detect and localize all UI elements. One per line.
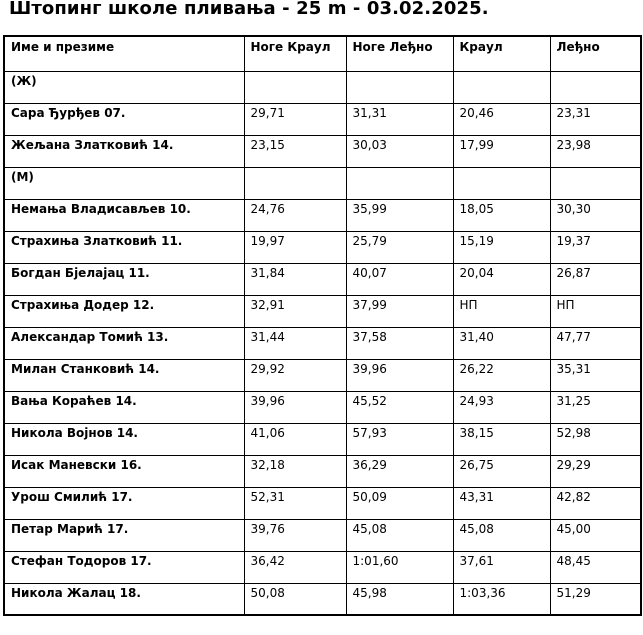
freestyle-time: 17,99 xyxy=(453,135,550,167)
kick-freestyle-time: 41,06 xyxy=(244,423,346,455)
kick-freestyle-time xyxy=(244,167,346,199)
swimmer-name: Страхиња Златковић 11. xyxy=(4,231,244,263)
freestyle-time: 26,22 xyxy=(453,359,550,391)
kick-backstroke-time: 35,99 xyxy=(346,199,453,231)
table-row xyxy=(4,327,641,359)
kick-backstroke-time: 25,79 xyxy=(346,231,453,263)
freestyle-time: НП xyxy=(453,295,550,327)
table-row xyxy=(4,455,641,487)
kick-freestyle-time: 29,92 xyxy=(244,359,346,391)
freestyle-time: 15,19 xyxy=(453,231,550,263)
table-row xyxy=(4,231,641,263)
kick-backstroke-time: 40,07 xyxy=(346,263,453,295)
kick-backstroke-time: 39,96 xyxy=(346,359,453,391)
swimmer-name: Милан Станковић 14. xyxy=(4,359,244,391)
table-row xyxy=(4,263,641,295)
freestyle-time xyxy=(453,71,550,103)
table-row xyxy=(4,135,641,167)
table-row xyxy=(4,519,641,551)
backstroke-time: 52,98 xyxy=(550,423,641,455)
backstroke-time: 26,87 xyxy=(550,263,641,295)
kick-backstroke-time xyxy=(346,167,453,199)
kick-freestyle-time: 39,96 xyxy=(244,391,346,423)
swimmer-name: Богдан Бјелајац 11. xyxy=(4,263,244,295)
backstroke-time: 23,31 xyxy=(550,103,641,135)
freestyle-time xyxy=(453,167,550,199)
table-row xyxy=(4,359,641,391)
backstroke-time xyxy=(550,167,641,199)
kick-freestyle-time: 50,08 xyxy=(244,583,346,615)
swimmer-name: Петар Марић 17. xyxy=(4,519,244,551)
kick-backstroke-time xyxy=(346,71,453,103)
header-backstroke: Леђно xyxy=(550,36,641,71)
kick-backstroke-time: 50,09 xyxy=(346,487,453,519)
backstroke-time: 47,77 xyxy=(550,327,641,359)
header-kick-backstroke: Ноге Леђно xyxy=(346,36,453,71)
kick-backstroke-time: 30,03 xyxy=(346,135,453,167)
kick-freestyle-time: 32,18 xyxy=(244,455,346,487)
kick-freestyle-time: 29,71 xyxy=(244,103,346,135)
backstroke-time: 23,98 xyxy=(550,135,641,167)
backstroke-time: 35,31 xyxy=(550,359,641,391)
table-row xyxy=(4,487,641,519)
table-row xyxy=(4,583,641,615)
swimmer-name: Немања Владисављев 10. xyxy=(4,199,244,231)
swimmer-name: Вања Кораћев 14. xyxy=(4,391,244,423)
table-row xyxy=(4,423,641,455)
kick-freestyle-time: 52,31 xyxy=(244,487,346,519)
backstroke-time xyxy=(550,71,641,103)
header-freestyle: Краул xyxy=(453,36,550,71)
kick-backstroke-time: 45,08 xyxy=(346,519,453,551)
backstroke-time: 19,37 xyxy=(550,231,641,263)
swimmer-name: Никола Војнов 14. xyxy=(4,423,244,455)
kick-backstroke-time: 36,29 xyxy=(346,455,453,487)
freestyle-time: 45,08 xyxy=(453,519,550,551)
backstroke-time: 29,29 xyxy=(550,455,641,487)
kick-backstroke-time: 57,93 xyxy=(346,423,453,455)
table-row xyxy=(4,295,641,327)
swimmer-name: Александар Томић 13. xyxy=(4,327,244,359)
group-row xyxy=(4,71,641,103)
group-label: (Ж) xyxy=(4,71,244,103)
page-title: Штопинг школе пливања - 25 m - 03.02.2025. xyxy=(9,0,489,19)
backstroke-time: 30,30 xyxy=(550,199,641,231)
freestyle-time: 37,61 xyxy=(453,551,550,583)
kick-backstroke-time: 1:01,60 xyxy=(346,551,453,583)
freestyle-time: 38,15 xyxy=(453,423,550,455)
kick-freestyle-time: 36,42 xyxy=(244,551,346,583)
kick-freestyle-time: 32,91 xyxy=(244,295,346,327)
table-row xyxy=(4,391,641,423)
backstroke-time: 45,00 xyxy=(550,519,641,551)
freestyle-time: 20,46 xyxy=(453,103,550,135)
kick-freestyle-time: 31,44 xyxy=(244,327,346,359)
kick-freestyle-time: 24,76 xyxy=(244,199,346,231)
kick-backstroke-time: 31,31 xyxy=(346,103,453,135)
results-table xyxy=(3,35,642,616)
swimmer-name: Сара Ђурђев 07. xyxy=(4,103,244,135)
kick-freestyle-time: 31,84 xyxy=(244,263,346,295)
freestyle-time: 1:03,36 xyxy=(453,583,550,615)
swimmer-name: Стефан Тодоров 17. xyxy=(4,551,244,583)
freestyle-time: 31,40 xyxy=(453,327,550,359)
swimmer-name: Урош Смилић 17. xyxy=(4,487,244,519)
kick-backstroke-time: 37,58 xyxy=(346,327,453,359)
header-kick-freestyle: Ноге Краул xyxy=(244,36,346,71)
swimmer-name: Жељана Златковић 14. xyxy=(4,135,244,167)
swimmer-name: Страхиња Додер 12. xyxy=(4,295,244,327)
freestyle-time: 43,31 xyxy=(453,487,550,519)
header-name: Име и презиме xyxy=(4,36,244,71)
backstroke-time: 51,29 xyxy=(550,583,641,615)
results-body xyxy=(4,71,641,615)
backstroke-time: 31,25 xyxy=(550,391,641,423)
table-header-row xyxy=(4,36,641,71)
kick-backstroke-time: 45,52 xyxy=(346,391,453,423)
kick-freestyle-time: 23,15 xyxy=(244,135,346,167)
backstroke-time: НП xyxy=(550,295,641,327)
swimmer-name: Исак Маневски 16. xyxy=(4,455,244,487)
kick-backstroke-time: 45,98 xyxy=(346,583,453,615)
kick-freestyle-time: 39,76 xyxy=(244,519,346,551)
table-row xyxy=(4,103,641,135)
table-row xyxy=(4,199,641,231)
freestyle-time: 18,05 xyxy=(453,199,550,231)
kick-backstroke-time: 37,99 xyxy=(346,295,453,327)
group-label: (М) xyxy=(4,167,244,199)
swimmer-name: Никола Жалац 18. xyxy=(4,583,244,615)
table-row xyxy=(4,551,641,583)
freestyle-time: 24,93 xyxy=(453,391,550,423)
freestyle-time: 26,75 xyxy=(453,455,550,487)
kick-freestyle-time xyxy=(244,71,346,103)
group-row xyxy=(4,167,641,199)
backstroke-time: 48,45 xyxy=(550,551,641,583)
kick-freestyle-time: 19,97 xyxy=(244,231,346,263)
backstroke-time: 42,82 xyxy=(550,487,641,519)
freestyle-time: 20,04 xyxy=(453,263,550,295)
